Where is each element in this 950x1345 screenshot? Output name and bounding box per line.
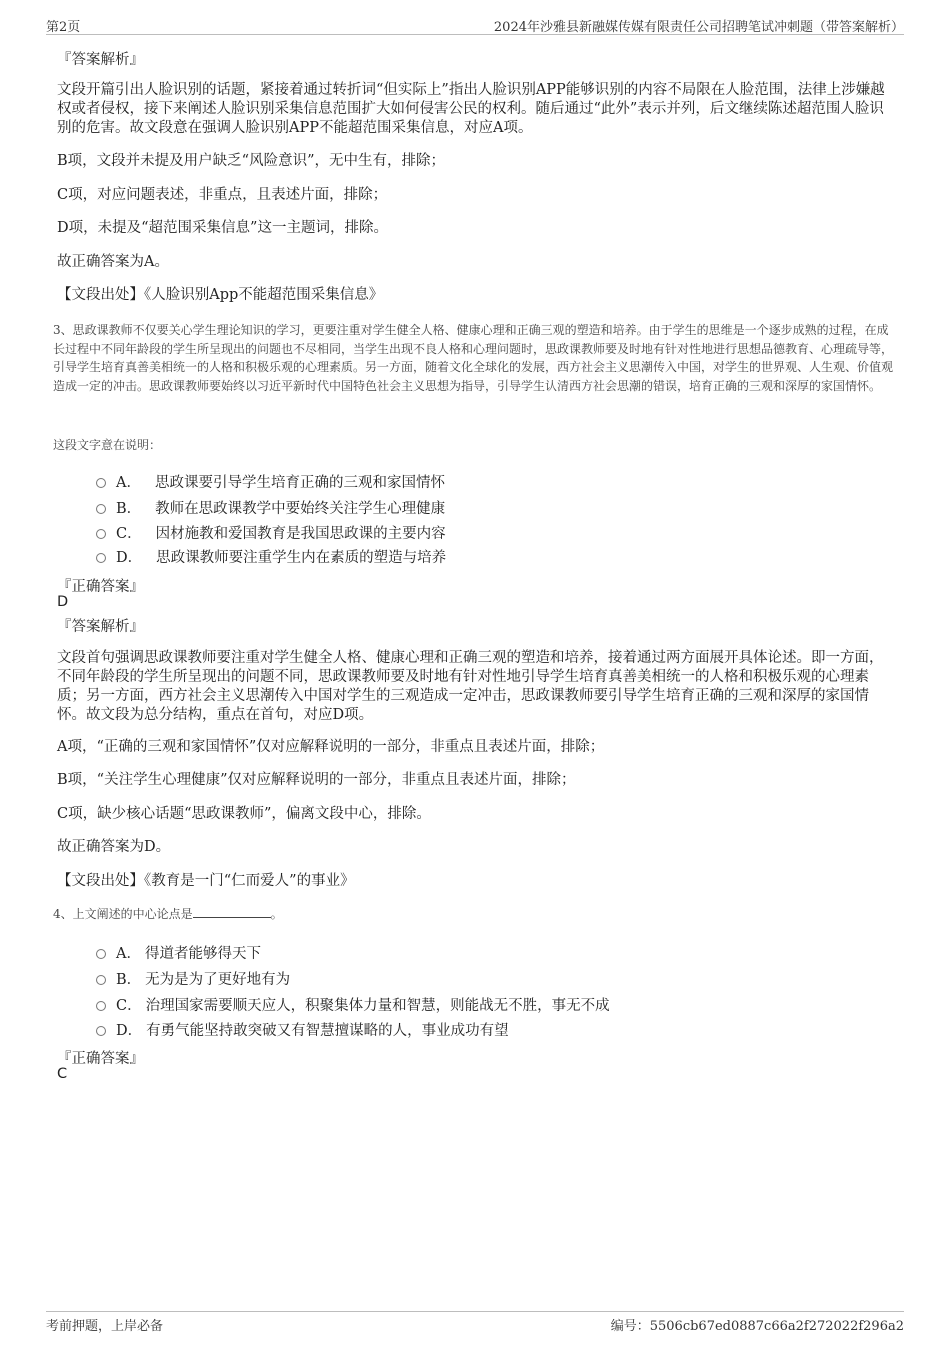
analysis-conclusion: 故正确答案为D。 [57,839,171,855]
document-id: 编号：5506cb67ed0887c66a2f272022f296a2 [610,1319,904,1334]
analysis-option-a: A项，“正确的三观和家国情怀”仅对应解释说明的一部分，非重点且表述片面，排除； [57,739,605,755]
radio-icon[interactable] [96,975,106,985]
question-3-option-b[interactable]: B． 教师在思政课教学中要始终关注学生心理健康 [96,497,445,518]
radio-icon[interactable] [96,1001,106,1011]
radio-icon[interactable] [96,949,106,959]
analysis-option-b: B项，文段并未提及用户缺乏“风险意识”，无中生有，排除； [57,153,445,169]
question-3-prompt: 这段文字意在说明： [53,438,162,452]
radio-icon[interactable] [96,478,106,488]
answer-analysis-label: 『答案解析』 [57,52,144,68]
question-3-option-a[interactable]: A． 思政课要引导学生培育正确的三观和家国情怀 [96,471,445,492]
question-3-option-d[interactable]: D． 思政课教师要注重学生内在素质的塑造与培养 [96,546,446,567]
analysis-option-d: D项，未提及“超范围采集信息”这一主题词，排除。 [57,220,388,236]
page-number: 第2页 [46,20,81,35]
question-4-option-b[interactable]: B． 无为是为了更好地有为 [96,968,290,989]
correct-answer-value: D [57,594,69,610]
answer-blank [193,905,271,918]
question-3-text: 3、思政课教师不仅要关心学生理论知识的学习，更要注重对学生健全人格、健康心理和正确三观的塑造和培养。由于学生的思维是一个逐步成熟的过程，在成长过程中不同年龄段的学生所呈现出的问题也不尽相同，当学生出现不良人格和心理问题时，思政课教师要及时地有针对性地进行思想品德教育、心理疏导等，引导学生培育真善美相统一的人格和积极乐观的心理素质。另一方面，随着文化全球化的发展，西方社会主义思潮传入中国，对学生的世界观、人生观、价值观造成一定的冲击。思政课教师要始终以习近平新时代中国特色社会主义思想为指导，引导学生认清西方社会思潮的错误，培育正确的三观和深厚的家国情怀。 [53,323,894,393]
question-4-option-d[interactable]: D． 有勇气能坚持敢突破又有智慧擅谋略的人，事业成功有望 [96,1019,509,1040]
correct-answer-value: C [57,1066,68,1082]
passage-source: 【文段出处】《人脸识别App不能超范围采集信息》 [57,287,384,303]
analysis-option-c: C项，对应问题表述，非重点，且表述片面，排除； [57,187,388,203]
analysis-paragraph: 文段开篇引出人脸识别的话题，紧接着通过转折词“但实际上”指出人脸识别APP能够识别的内容不局限在人脸范围，法律上涉嫌越权或者侵权，接下来阐述人脸识别采集信息范围扩大如何侵害公民的权利。随后通过“此外”表示并列，后文继续陈述超范围人脸识别的危害。故文段意在强调人脸识别APP不能超范围采集信息，对应A项。 [57,82,885,136]
page-header [46,14,904,35]
document-title: 2024年沙雅县新融媒传媒有限责任公司招聘笔试冲刺题（带答案解析） [493,20,904,35]
radio-icon[interactable] [96,529,106,539]
analysis-paragraph: 文段首句强调思政课教师要注重对学生健全人格、健康心理和正确三观的塑造和培养，接着通过两方面展开具体论述。即一方面，不同年龄段的学生所呈现出的问题不同，思政课教师要及时地有针对性地引导学生培育真善美相统一的人格和积极乐观的心理素质；另一方面，西方社会主义思潮传入中国对学生的三观造成一定冲击，思政课教师要引导学生培育正确的三观和深厚的家国情怀。故文段为总分结构，重点在首句，对应D项。 [57,650,884,723]
question-4-option-a[interactable]: A． 得道者能够得天下 [96,942,261,963]
passage-source: 【文段出处】《教育是一门“仁而爱人”的事业》 [57,873,355,889]
analysis-option-b: B项，“关注学生心理健康”仅对应解释说明的一部分，非重点且表述片面，排除； [57,772,576,788]
radio-icon[interactable] [96,504,106,514]
page-footer [46,1311,904,1334]
footer-slogan: 考前押题，上岸必备 [46,1319,164,1334]
correct-answer-label: 『正确答案』 [57,579,144,595]
correct-answer-label: 『正确答案』 [57,1051,144,1067]
question-4-prompt: 4、上文阐述的中心论点是 。 [53,907,283,921]
radio-icon[interactable] [96,1026,106,1036]
question-3-option-c[interactable]: C． 因材施教和爱国教育是我国思政课的主要内容 [96,522,446,543]
analysis-option-c: C项，缺少核心话题“思政课教师”，偏离文段中心，排除。 [57,806,431,822]
answer-analysis-label: 『答案解析』 [57,619,144,635]
radio-icon[interactable] [96,553,106,563]
question-4-option-c[interactable]: C． 治理国家需要顺天应人，积聚集体力量和智慧，则能战无不胜，事无不成 [96,994,610,1015]
analysis-conclusion: 故正确答案为A。 [57,254,169,270]
